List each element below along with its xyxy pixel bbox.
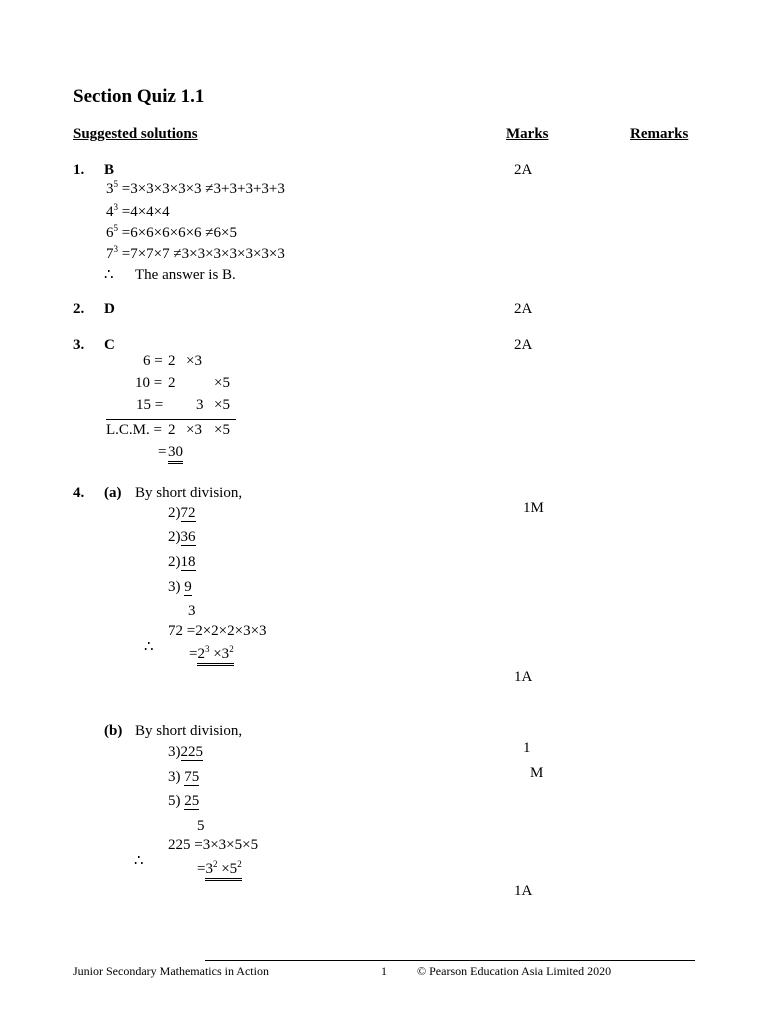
division-step: 3)225	[168, 744, 203, 760]
working-line: $7^3 =7\times 7\times 7 \ne 3\times 3\times 3\times 3\times 3\times 3\times 3$	[106, 244, 285, 262]
factor-row-lhs: 6 =	[143, 353, 163, 369]
footer-page-number: 1	[381, 964, 387, 978]
question-number: 1.	[73, 162, 85, 178]
division-remainder: 3	[188, 603, 196, 619]
footer-divider	[205, 960, 695, 961]
working-line: $3^5 =3\times 3\times 3\times 3\times 3 \ne 3+3+3+3+3$	[106, 179, 285, 197]
factor-row-lhs: 15 =	[136, 397, 164, 413]
marks-value: M	[530, 765, 544, 781]
answer-letter: B	[104, 162, 115, 178]
factor-2: 2	[168, 375, 176, 391]
question-number: 3.	[73, 337, 85, 353]
division-step: 2)18	[168, 554, 196, 570]
answer-letter: C	[104, 337, 115, 353]
header-suggested-solutions: Suggested solutions	[73, 126, 198, 142]
lcm-divider	[106, 419, 236, 420]
division-step: 5) 25	[168, 793, 200, 809]
part-a-label: (a)	[104, 485, 122, 501]
division-step: 2)72	[168, 505, 196, 521]
equals-sign: =	[158, 444, 167, 460]
factor-3: 3	[196, 397, 204, 413]
division-remainder: 5	[197, 818, 205, 834]
marks-value: 1A	[514, 669, 533, 685]
lcm-lhs: L.C.M. =	[106, 422, 162, 438]
part-b-label: (b)	[104, 723, 123, 739]
division-step: 3) 9	[168, 579, 192, 595]
footer-copyright: © Pearson Education Asia Limited 2020	[417, 964, 612, 978]
marks-value: 2A	[514, 337, 533, 353]
factor-5: ×5	[214, 422, 230, 438]
lcm-result: 30	[168, 445, 183, 464]
factor-3: ×3	[186, 422, 202, 438]
factorization-line: 72 =2×2×2×3×3	[168, 623, 267, 639]
page-title: Section Quiz 1.1	[73, 86, 205, 107]
factor-3: ×3	[186, 353, 202, 369]
therefore-symbol: ∴	[134, 853, 144, 869]
therefore-symbol: ∴	[144, 639, 154, 655]
working-line: $4^3 =4\times 4\times 4$	[106, 202, 170, 220]
marks-value: 2A	[514, 301, 533, 317]
factor-row-lhs: 10 =	[135, 375, 163, 391]
index-notation-result: $=2^3 \times 3^2$	[189, 647, 234, 662]
division-step: 3) 75	[168, 769, 200, 785]
footer-book-title: Junior Secondary Mathematics in Action	[73, 964, 269, 978]
working-line: $6^5 =6\times 6\times 6\times 6\times 6 \ne 6\times 5$	[106, 223, 237, 241]
index-notation-result: $=3^2 \times 5^2$	[197, 862, 242, 877]
factor-2: 2	[168, 422, 176, 438]
conclusion-text: The answer is B.	[135, 267, 236, 283]
question-number: 2.	[73, 301, 85, 317]
marks-value: 1	[523, 740, 531, 756]
question-number: 4.	[73, 485, 85, 501]
header-marks: Marks	[506, 126, 549, 142]
marks-value: 1A	[514, 883, 533, 899]
part-b-text: By short division,	[135, 723, 243, 739]
header-remarks: Remarks	[630, 126, 689, 142]
factor-5: ×5	[214, 397, 230, 413]
factor-5: ×5	[214, 375, 230, 391]
factor-2: 2	[168, 353, 176, 369]
therefore-symbol: ∴	[104, 267, 114, 283]
answer-letter: D	[104, 301, 115, 317]
part-a-text: By short division,	[135, 485, 243, 501]
factorization-line: 225 =3×3×5×5	[168, 837, 259, 853]
division-step: 2)36	[168, 529, 196, 545]
marks-value: 2A	[514, 162, 533, 178]
marks-value: 1M	[523, 500, 544, 516]
